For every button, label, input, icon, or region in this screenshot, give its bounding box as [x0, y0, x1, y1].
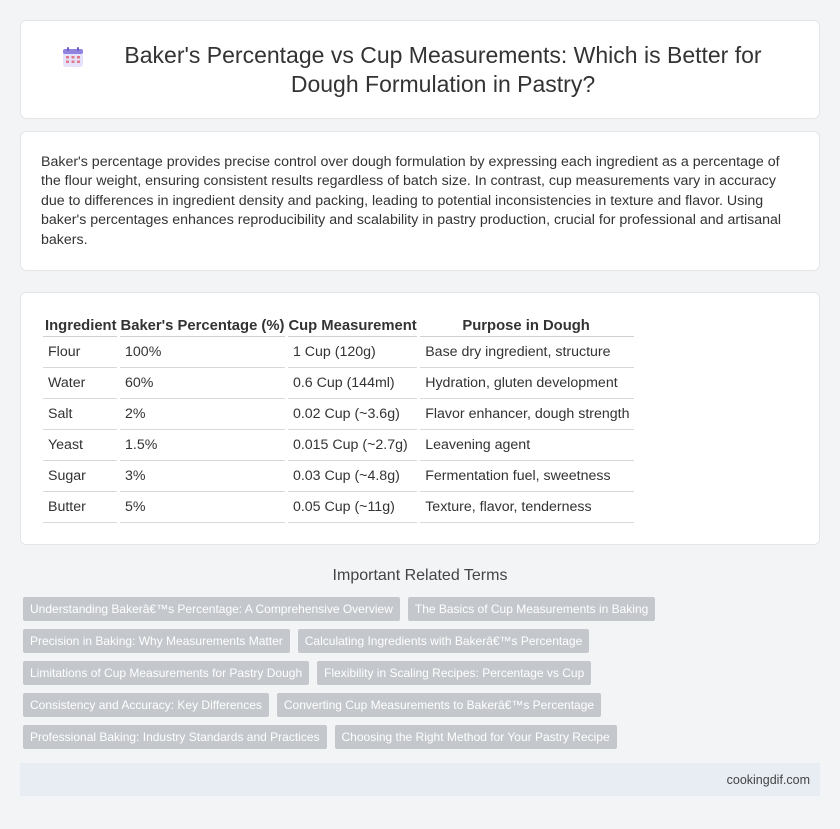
cell-ingredient: Water: [43, 368, 119, 399]
cell-ingredient: Butter: [43, 492, 119, 523]
table-card: [20, 292, 820, 545]
related-term-link[interactable]: Professional Baking: Industry Standards and Practices: [23, 725, 327, 749]
cell-ingredient: Flour: [43, 337, 119, 368]
cell-percentage: 3%: [119, 461, 287, 492]
related-term-link[interactable]: Calculating Ingredients with Bakerâ€™s Percentage: [298, 629, 590, 653]
cell-percentage: 5%: [119, 492, 287, 523]
cell-purpose: Texture, flavor, tenderness: [419, 492, 634, 523]
table-header-row: [43, 315, 634, 337]
intro-paragraph: Baker's percentage provides precise control over dough formulation by expressing each ingredient as a percentage of the flour weight, ensuring consistent results regardless of batch size. In contrast, cup measurements vary in accuracy due to differences in ingredient density and packing, leading to potential inconsistencies in texture and flavor. Using baker's percentages enhances reproducibility and scalability in pastry production, crucial for professional and artisanal bakers.: [41, 154, 782, 248]
cell-percentage: 1.5%: [119, 430, 287, 461]
related-terms-tags: [20, 597, 820, 757]
header-bakers-percentage: Baker's Percentage (%): [119, 315, 287, 337]
cell-purpose: Flavor enhancer, dough strength: [419, 399, 634, 430]
table-row: [43, 368, 634, 399]
header-ingredient: Ingredient: [43, 315, 119, 337]
cell-percentage: 60%: [119, 368, 287, 399]
header-purpose: Purpose in Dough: [419, 315, 634, 337]
related-term-link[interactable]: Consistency and Accuracy: Key Differences: [23, 693, 269, 717]
cell-purpose: Hydration, gluten development: [419, 368, 634, 399]
table-row: [43, 461, 634, 492]
cell-cup: 0.02 Cup (~3.6g): [286, 399, 418, 430]
related-term-link[interactable]: Precision in Baking: Why Measurements Matter: [23, 629, 290, 653]
title-card: [20, 20, 820, 119]
cell-cup: 0.015 Cup (~2.7g): [286, 430, 418, 461]
footer: [20, 763, 820, 796]
cell-cup: 0.6 Cup (144ml): [286, 368, 418, 399]
calendar-icon: [61, 45, 85, 69]
table-row: [43, 492, 634, 523]
cell-ingredient: Sugar: [43, 461, 119, 492]
header-cup-measurement: Cup Measurement: [286, 315, 418, 337]
cell-cup: 1 Cup (120g): [286, 337, 418, 368]
cell-cup: 0.03 Cup (~4.8g): [286, 461, 418, 492]
comparison-table: [43, 315, 634, 523]
title-row: [61, 41, 779, 99]
cell-percentage: 2%: [119, 399, 287, 430]
table-row: [43, 399, 634, 430]
related-terms-title: Important Related Terms: [332, 567, 508, 584]
cell-ingredient: Yeast: [43, 430, 119, 461]
cell-cup: 0.05 Cup (~11g): [286, 492, 418, 523]
cell-purpose: Leavening agent: [419, 430, 634, 461]
page-title: Baker's Percentage vs Cup Measurements: Which is Better for Dough Formulation in Pastry?: [124, 41, 762, 97]
related-terms-section: [20, 567, 820, 757]
cell-ingredient: Salt: [43, 399, 119, 430]
intro-card: [20, 131, 820, 271]
related-term-link[interactable]: Limitations of Cup Measurements for Pastry Dough: [23, 661, 309, 685]
footer-site-link[interactable]: cookingdif.com: [726, 772, 810, 787]
table-row: [43, 337, 634, 368]
related-term-link[interactable]: Flexibility in Scaling Recipes: Percentage vs Cup: [317, 661, 591, 685]
table-row: [43, 430, 634, 461]
cell-purpose: Base dry ingredient, structure: [419, 337, 634, 368]
related-term-link[interactable]: Converting Cup Measurements to Bakerâ€™s Percentage: [277, 693, 601, 717]
related-term-link[interactable]: Choosing the Right Method for Your Pastry Recipe: [335, 725, 617, 749]
cell-purpose: Fermentation fuel, sweetness: [419, 461, 634, 492]
related-term-link[interactable]: Understanding Bakerâ€™s Percentage: A Comprehensive Overview: [23, 597, 400, 621]
cell-percentage: 100%: [119, 337, 287, 368]
related-term-link[interactable]: The Basics of Cup Measurements in Baking: [408, 597, 655, 621]
